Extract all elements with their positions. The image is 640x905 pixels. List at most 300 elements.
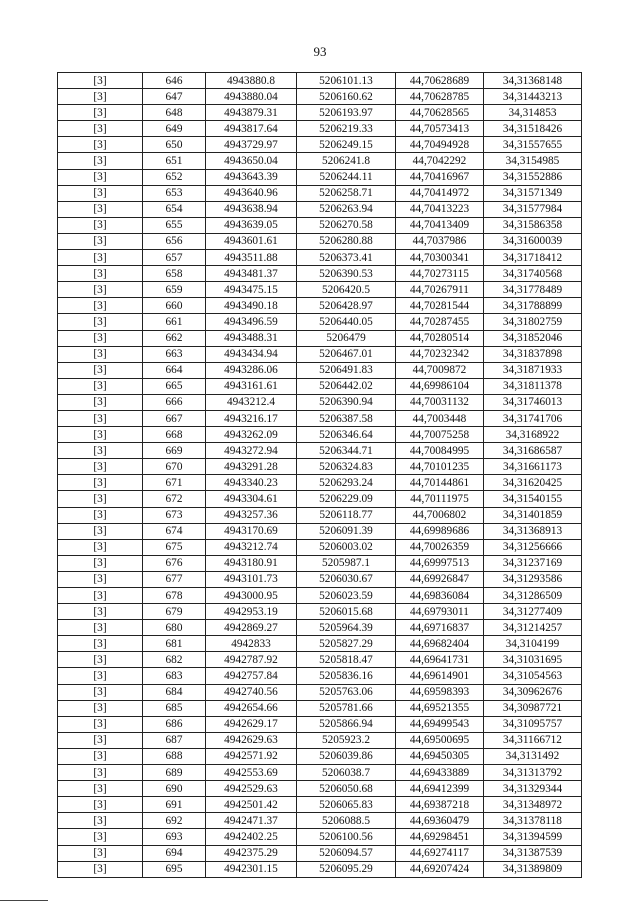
cell-y: 5206258.71 (297, 185, 396, 201)
cell-y: 5206219.33 (297, 121, 396, 137)
cell-lon: 34,31401859 (484, 507, 582, 523)
cell-ref: [3] (58, 539, 143, 555)
cell-lon: 34,31031695 (484, 652, 582, 668)
cell-x: 4943212.4 (206, 394, 297, 410)
cell-y: 5206440.05 (297, 314, 396, 330)
cell-x: 4943161.61 (206, 378, 297, 394)
table-row (58, 73, 582, 89)
table-row (58, 491, 582, 507)
cell-x: 4942654.66 (206, 700, 297, 716)
cell-lon: 34,3104199 (484, 636, 582, 652)
table-row (58, 668, 582, 684)
cell-ref: [3] (58, 201, 143, 217)
cell-y: 5206479 (297, 330, 396, 346)
cell-x: 4943650.04 (206, 153, 297, 169)
table-row (58, 169, 582, 185)
cell-lat: 44,7037986 (396, 233, 484, 249)
cell-x: 4943879.31 (206, 105, 297, 121)
table-row (58, 861, 582, 877)
cell-x: 4943475.15 (206, 282, 297, 298)
table-row (58, 250, 582, 266)
cell-lon: 34,31214257 (484, 620, 582, 636)
cell-y: 5206118.77 (297, 507, 396, 523)
cell-point: 668 (143, 427, 206, 443)
cell-x: 4942553.69 (206, 765, 297, 781)
cell-point: 666 (143, 394, 206, 410)
cell-ref: [3] (58, 475, 143, 491)
page-number: 93 (313, 44, 327, 59)
cell-lat: 44,70300341 (396, 250, 484, 266)
cell-y: 5206249.15 (297, 137, 396, 153)
table-row (58, 845, 582, 861)
cell-lat: 44,7042292 (396, 153, 484, 169)
cell-lat: 44,70280514 (396, 330, 484, 346)
cell-lon: 34,31586358 (484, 217, 582, 233)
cell-ref: [3] (58, 443, 143, 459)
cell-x: 4942869.27 (206, 620, 297, 636)
cell-point: 649 (143, 121, 206, 137)
cell-lon: 34,31095757 (484, 716, 582, 732)
table-row (58, 684, 582, 700)
cell-lon: 34,31557655 (484, 137, 582, 153)
cell-lon: 34,3168922 (484, 427, 582, 443)
cell-lat: 44,69298451 (396, 829, 484, 845)
cell-lat: 44,70413223 (396, 201, 484, 217)
table-row (58, 89, 582, 105)
cell-lat: 44,69433889 (396, 765, 484, 781)
cell-ref: [3] (58, 555, 143, 571)
table-row (58, 427, 582, 443)
cell-y: 5206015.68 (297, 604, 396, 620)
table-row (58, 233, 582, 249)
cell-x: 4943272.94 (206, 443, 297, 459)
cell-lat: 44,69207424 (396, 861, 484, 877)
cell-ref: [3] (58, 346, 143, 362)
cell-x: 4943488.31 (206, 330, 297, 346)
cell-ref: [3] (58, 217, 143, 233)
table-row (58, 314, 582, 330)
cell-lon: 34,31443213 (484, 89, 582, 105)
cell-lon: 34,31368913 (484, 523, 582, 539)
cell-lon: 34,31718412 (484, 250, 582, 266)
cell-lat: 44,70414972 (396, 185, 484, 201)
cell-point: 646 (143, 73, 206, 89)
cell-x: 4942629.17 (206, 716, 297, 732)
cell-lat: 44,70281544 (396, 298, 484, 314)
cell-y: 5206229.09 (297, 491, 396, 507)
cell-y: 5206160.62 (297, 89, 396, 105)
table-row (58, 185, 582, 201)
table-row (58, 571, 582, 587)
cell-y: 5206091.39 (297, 523, 396, 539)
table-row (58, 362, 582, 378)
cell-lon: 34,31620425 (484, 475, 582, 491)
cell-lon: 34,31368148 (484, 73, 582, 89)
cell-point: 678 (143, 588, 206, 604)
cell-y: 5206387.58 (297, 410, 396, 426)
table-row (58, 378, 582, 394)
cell-lon: 34,31540155 (484, 491, 582, 507)
cell-lat: 44,69412399 (396, 781, 484, 797)
cell-point: 677 (143, 571, 206, 587)
cell-lon: 34,30962676 (484, 684, 582, 700)
cell-y: 5206244.11 (297, 169, 396, 185)
cell-x: 4943262.09 (206, 427, 297, 443)
cell-lon: 34,30987721 (484, 700, 582, 716)
cell-lat: 44,70111975 (396, 491, 484, 507)
cell-y: 5206390.53 (297, 266, 396, 282)
cell-point: 676 (143, 555, 206, 571)
cell-ref: [3] (58, 716, 143, 732)
cell-y: 5206038.7 (297, 765, 396, 781)
cell-point: 648 (143, 105, 206, 121)
cell-ref: [3] (58, 620, 143, 636)
cell-ref: [3] (58, 604, 143, 620)
cell-ref: [3] (58, 748, 143, 764)
table-row (58, 105, 582, 121)
cell-ref: [3] (58, 845, 143, 861)
cell-y: 5206373.41 (297, 250, 396, 266)
cell-point: 690 (143, 781, 206, 797)
cell-x: 4942629.63 (206, 732, 297, 748)
cell-ref: [3] (58, 732, 143, 748)
cell-point: 665 (143, 378, 206, 394)
cell-y: 5206030.67 (297, 571, 396, 587)
cell-x: 4942740.56 (206, 684, 297, 700)
cell-point: 652 (143, 169, 206, 185)
table-row (58, 523, 582, 539)
cell-ref: [3] (58, 652, 143, 668)
cell-ref: [3] (58, 861, 143, 877)
cell-x: 4942953.19 (206, 604, 297, 620)
cell-lat: 44,70494928 (396, 137, 484, 153)
cell-point: 662 (143, 330, 206, 346)
cell-point: 680 (143, 620, 206, 636)
cell-lon: 34,31577984 (484, 201, 582, 217)
cell-point: 673 (143, 507, 206, 523)
cell-lat: 44,7006802 (396, 507, 484, 523)
cell-y: 5206065.83 (297, 797, 396, 813)
cell-x: 4942301.15 (206, 861, 297, 877)
cell-lon: 34,31571349 (484, 185, 582, 201)
table-row (58, 765, 582, 781)
cell-lat: 44,70628785 (396, 89, 484, 105)
table-row (58, 555, 582, 571)
cell-lon: 34,31054563 (484, 668, 582, 684)
cell-y: 5206420.5 (297, 282, 396, 298)
cell-x: 4943212.74 (206, 539, 297, 555)
cell-point: 651 (143, 153, 206, 169)
cell-ref: [3] (58, 282, 143, 298)
cell-lat: 44,69989686 (396, 523, 484, 539)
cell-lat: 44,69521355 (396, 700, 484, 716)
cell-lat: 44,70031132 (396, 394, 484, 410)
cell-ref: [3] (58, 700, 143, 716)
cell-ref: [3] (58, 668, 143, 684)
cell-y: 5205763.06 (297, 684, 396, 700)
cell-point: 654 (143, 201, 206, 217)
table-row (58, 394, 582, 410)
coordinates-table (57, 72, 582, 878)
cell-lon: 34,31837898 (484, 346, 582, 362)
cell-point: 660 (143, 298, 206, 314)
cell-y: 5206390.94 (297, 394, 396, 410)
cell-point: 672 (143, 491, 206, 507)
cell-lat: 44,70101235 (396, 459, 484, 475)
cell-y: 5205923.2 (297, 732, 396, 748)
cell-y: 5206039.86 (297, 748, 396, 764)
cell-x: 4943101.73 (206, 571, 297, 587)
cell-y: 5205866.94 (297, 716, 396, 732)
cell-x: 4943880.8 (206, 73, 297, 89)
cell-lat: 44,69387218 (396, 797, 484, 813)
cell-lon: 34,31348972 (484, 797, 582, 813)
table-row (58, 410, 582, 426)
cell-lat: 44,69793011 (396, 604, 484, 620)
cell-lat: 44,7009872 (396, 362, 484, 378)
cell-x: 4943170.69 (206, 523, 297, 539)
table-row (58, 282, 582, 298)
cell-x: 4942501.42 (206, 797, 297, 813)
cell-point: 670 (143, 459, 206, 475)
table-row (58, 588, 582, 604)
cell-ref: [3] (58, 185, 143, 201)
cell-point: 650 (143, 137, 206, 153)
cell-point: 689 (143, 765, 206, 781)
cell-x: 4942375.29 (206, 845, 297, 861)
table-row (58, 604, 582, 620)
table-row (58, 636, 582, 652)
cell-lat: 44,70232342 (396, 346, 484, 362)
cell-point: 682 (143, 652, 206, 668)
cell-lon: 34,31313792 (484, 765, 582, 781)
cell-point: 688 (143, 748, 206, 764)
cell-ref: [3] (58, 684, 143, 700)
cell-ref: [3] (58, 813, 143, 829)
cell-ref: [3] (58, 797, 143, 813)
cell-lon: 34,31329344 (484, 781, 582, 797)
cell-lat: 44,69499543 (396, 716, 484, 732)
cell-lat: 44,69682404 (396, 636, 484, 652)
cell-ref: [3] (58, 781, 143, 797)
table-row (58, 700, 582, 716)
cell-lon: 34,31293586 (484, 571, 582, 587)
cell-lon: 34,31277409 (484, 604, 582, 620)
footer-rule (0, 900, 48, 901)
cell-x: 4943180.91 (206, 555, 297, 571)
cell-lon: 34,31394599 (484, 829, 582, 845)
table-row (58, 620, 582, 636)
cell-ref: [3] (58, 266, 143, 282)
cell-lat: 44,70416967 (396, 169, 484, 185)
cell-ref: [3] (58, 314, 143, 330)
cell-y: 5206293.24 (297, 475, 396, 491)
cell-ref: [3] (58, 298, 143, 314)
cell-lon: 34,31852046 (484, 330, 582, 346)
cell-y: 5205836.16 (297, 668, 396, 684)
cell-lon: 34,31600039 (484, 233, 582, 249)
cell-point: 681 (143, 636, 206, 652)
cell-lat: 44,69716837 (396, 620, 484, 636)
cell-lat: 44,69500695 (396, 732, 484, 748)
cell-lon: 34,31166712 (484, 732, 582, 748)
cell-lat: 44,70144861 (396, 475, 484, 491)
cell-point: 692 (143, 813, 206, 829)
cell-lon: 34,31518426 (484, 121, 582, 137)
cell-x: 4943490.18 (206, 298, 297, 314)
cell-point: 647 (143, 89, 206, 105)
table-row (58, 201, 582, 217)
cell-x: 4943601.61 (206, 233, 297, 249)
cell-lon: 34,3154985 (484, 153, 582, 169)
cell-y: 5205781.66 (297, 700, 396, 716)
table-row (58, 813, 582, 829)
cell-point: 661 (143, 314, 206, 330)
cell-lat: 44,69598393 (396, 684, 484, 700)
cell-point: 653 (143, 185, 206, 201)
cell-lon: 34,31741706 (484, 410, 582, 426)
cell-y: 5206003.02 (297, 539, 396, 555)
cell-point: 687 (143, 732, 206, 748)
cell-ref: [3] (58, 330, 143, 346)
cell-y: 5205818.47 (297, 652, 396, 668)
cell-x: 4943817.64 (206, 121, 297, 137)
cell-lon: 34,31802759 (484, 314, 582, 330)
cell-point: 663 (143, 346, 206, 362)
cell-point: 679 (143, 604, 206, 620)
table-row (58, 748, 582, 764)
cell-y: 5206241.8 (297, 153, 396, 169)
cell-y: 5206088.5 (297, 813, 396, 829)
cell-y: 5206346.64 (297, 427, 396, 443)
cell-y: 5206324.83 (297, 459, 396, 475)
cell-lat: 44,7003448 (396, 410, 484, 426)
table-row (58, 153, 582, 169)
cell-ref: [3] (58, 588, 143, 604)
cell-point: 671 (143, 475, 206, 491)
cell-lat: 44,69360479 (396, 813, 484, 829)
cell-lon: 34,3131492 (484, 748, 582, 764)
cell-lon: 34,31387539 (484, 845, 582, 861)
cell-point: 664 (143, 362, 206, 378)
cell-lat: 44,70413409 (396, 217, 484, 233)
cell-x: 4943729.97 (206, 137, 297, 153)
cell-y: 5206428.97 (297, 298, 396, 314)
cell-ref: [3] (58, 394, 143, 410)
table-row (58, 459, 582, 475)
cell-lat: 44,70573413 (396, 121, 484, 137)
cell-point: 695 (143, 861, 206, 877)
cell-ref: [3] (58, 507, 143, 523)
cell-y: 5206094.57 (297, 845, 396, 861)
cell-x: 4942571.92 (206, 748, 297, 764)
cell-lat: 44,69926847 (396, 571, 484, 587)
cell-y: 5206280.88 (297, 233, 396, 249)
cell-x: 4943286.06 (206, 362, 297, 378)
cell-point: 693 (143, 829, 206, 845)
cell-lat: 44,70628565 (396, 105, 484, 121)
table-row (58, 652, 582, 668)
table-row (58, 539, 582, 555)
cell-x: 4943643.39 (206, 169, 297, 185)
cell-x: 4942529.63 (206, 781, 297, 797)
table-row (58, 716, 582, 732)
cell-x: 4943481.37 (206, 266, 297, 282)
cell-y: 5206263.94 (297, 201, 396, 217)
cell-ref: [3] (58, 137, 143, 153)
cell-lon: 34,31237169 (484, 555, 582, 571)
cell-point: 675 (143, 539, 206, 555)
cell-lat: 44,70273115 (396, 266, 484, 282)
cell-lon: 34,31256666 (484, 539, 582, 555)
cell-ref: [3] (58, 378, 143, 394)
cell-ref: [3] (58, 153, 143, 169)
cell-point: 667 (143, 410, 206, 426)
cell-x: 4943880.04 (206, 89, 297, 105)
cell-lat: 44,69986104 (396, 378, 484, 394)
cell-ref: [3] (58, 250, 143, 266)
table-row (58, 137, 582, 153)
cell-ref: [3] (58, 571, 143, 587)
cell-lon: 34,31661173 (484, 459, 582, 475)
cell-lon: 34,31871933 (484, 362, 582, 378)
cell-x: 4943640.96 (206, 185, 297, 201)
cell-ref: [3] (58, 636, 143, 652)
cell-ref: [3] (58, 459, 143, 475)
table-row (58, 217, 582, 233)
cell-ref: [3] (58, 362, 143, 378)
cell-ref: [3] (58, 233, 143, 249)
cell-y: 5206023.59 (297, 588, 396, 604)
table-row (58, 781, 582, 797)
cell-lon: 34,31746013 (484, 394, 582, 410)
cell-x: 4943496.59 (206, 314, 297, 330)
cell-lon: 34,31740568 (484, 266, 582, 282)
cell-lat: 44,69836084 (396, 588, 484, 604)
cell-ref: [3] (58, 121, 143, 137)
table-row (58, 346, 582, 362)
cell-x: 4943434.94 (206, 346, 297, 362)
cell-lon: 34,31378118 (484, 813, 582, 829)
cell-lat: 44,69997513 (396, 555, 484, 571)
table-row (58, 298, 582, 314)
cell-ref: [3] (58, 410, 143, 426)
table-row (58, 507, 582, 523)
cell-lat: 44,70075258 (396, 427, 484, 443)
cell-y: 5206270.58 (297, 217, 396, 233)
cell-lon: 34,31686587 (484, 443, 582, 459)
cell-ref: [3] (58, 829, 143, 845)
cell-ref: [3] (58, 169, 143, 185)
cell-x: 4943638.94 (206, 201, 297, 217)
cell-lat: 44,70628689 (396, 73, 484, 89)
cell-point: 659 (143, 282, 206, 298)
cell-lat: 44,70026359 (396, 539, 484, 555)
cell-y: 5206193.97 (297, 105, 396, 121)
cell-point: 685 (143, 700, 206, 716)
cell-lon: 34,31788899 (484, 298, 582, 314)
table-row (58, 475, 582, 491)
cell-lon: 34,31778489 (484, 282, 582, 298)
cell-ref: [3] (58, 491, 143, 507)
cell-x: 4942787.92 (206, 652, 297, 668)
cell-x: 4943000.95 (206, 588, 297, 604)
cell-point: 669 (143, 443, 206, 459)
cell-ref: [3] (58, 89, 143, 105)
cell-y: 5205827.29 (297, 636, 396, 652)
cell-point: 657 (143, 250, 206, 266)
cell-lon: 34,31389809 (484, 861, 582, 877)
